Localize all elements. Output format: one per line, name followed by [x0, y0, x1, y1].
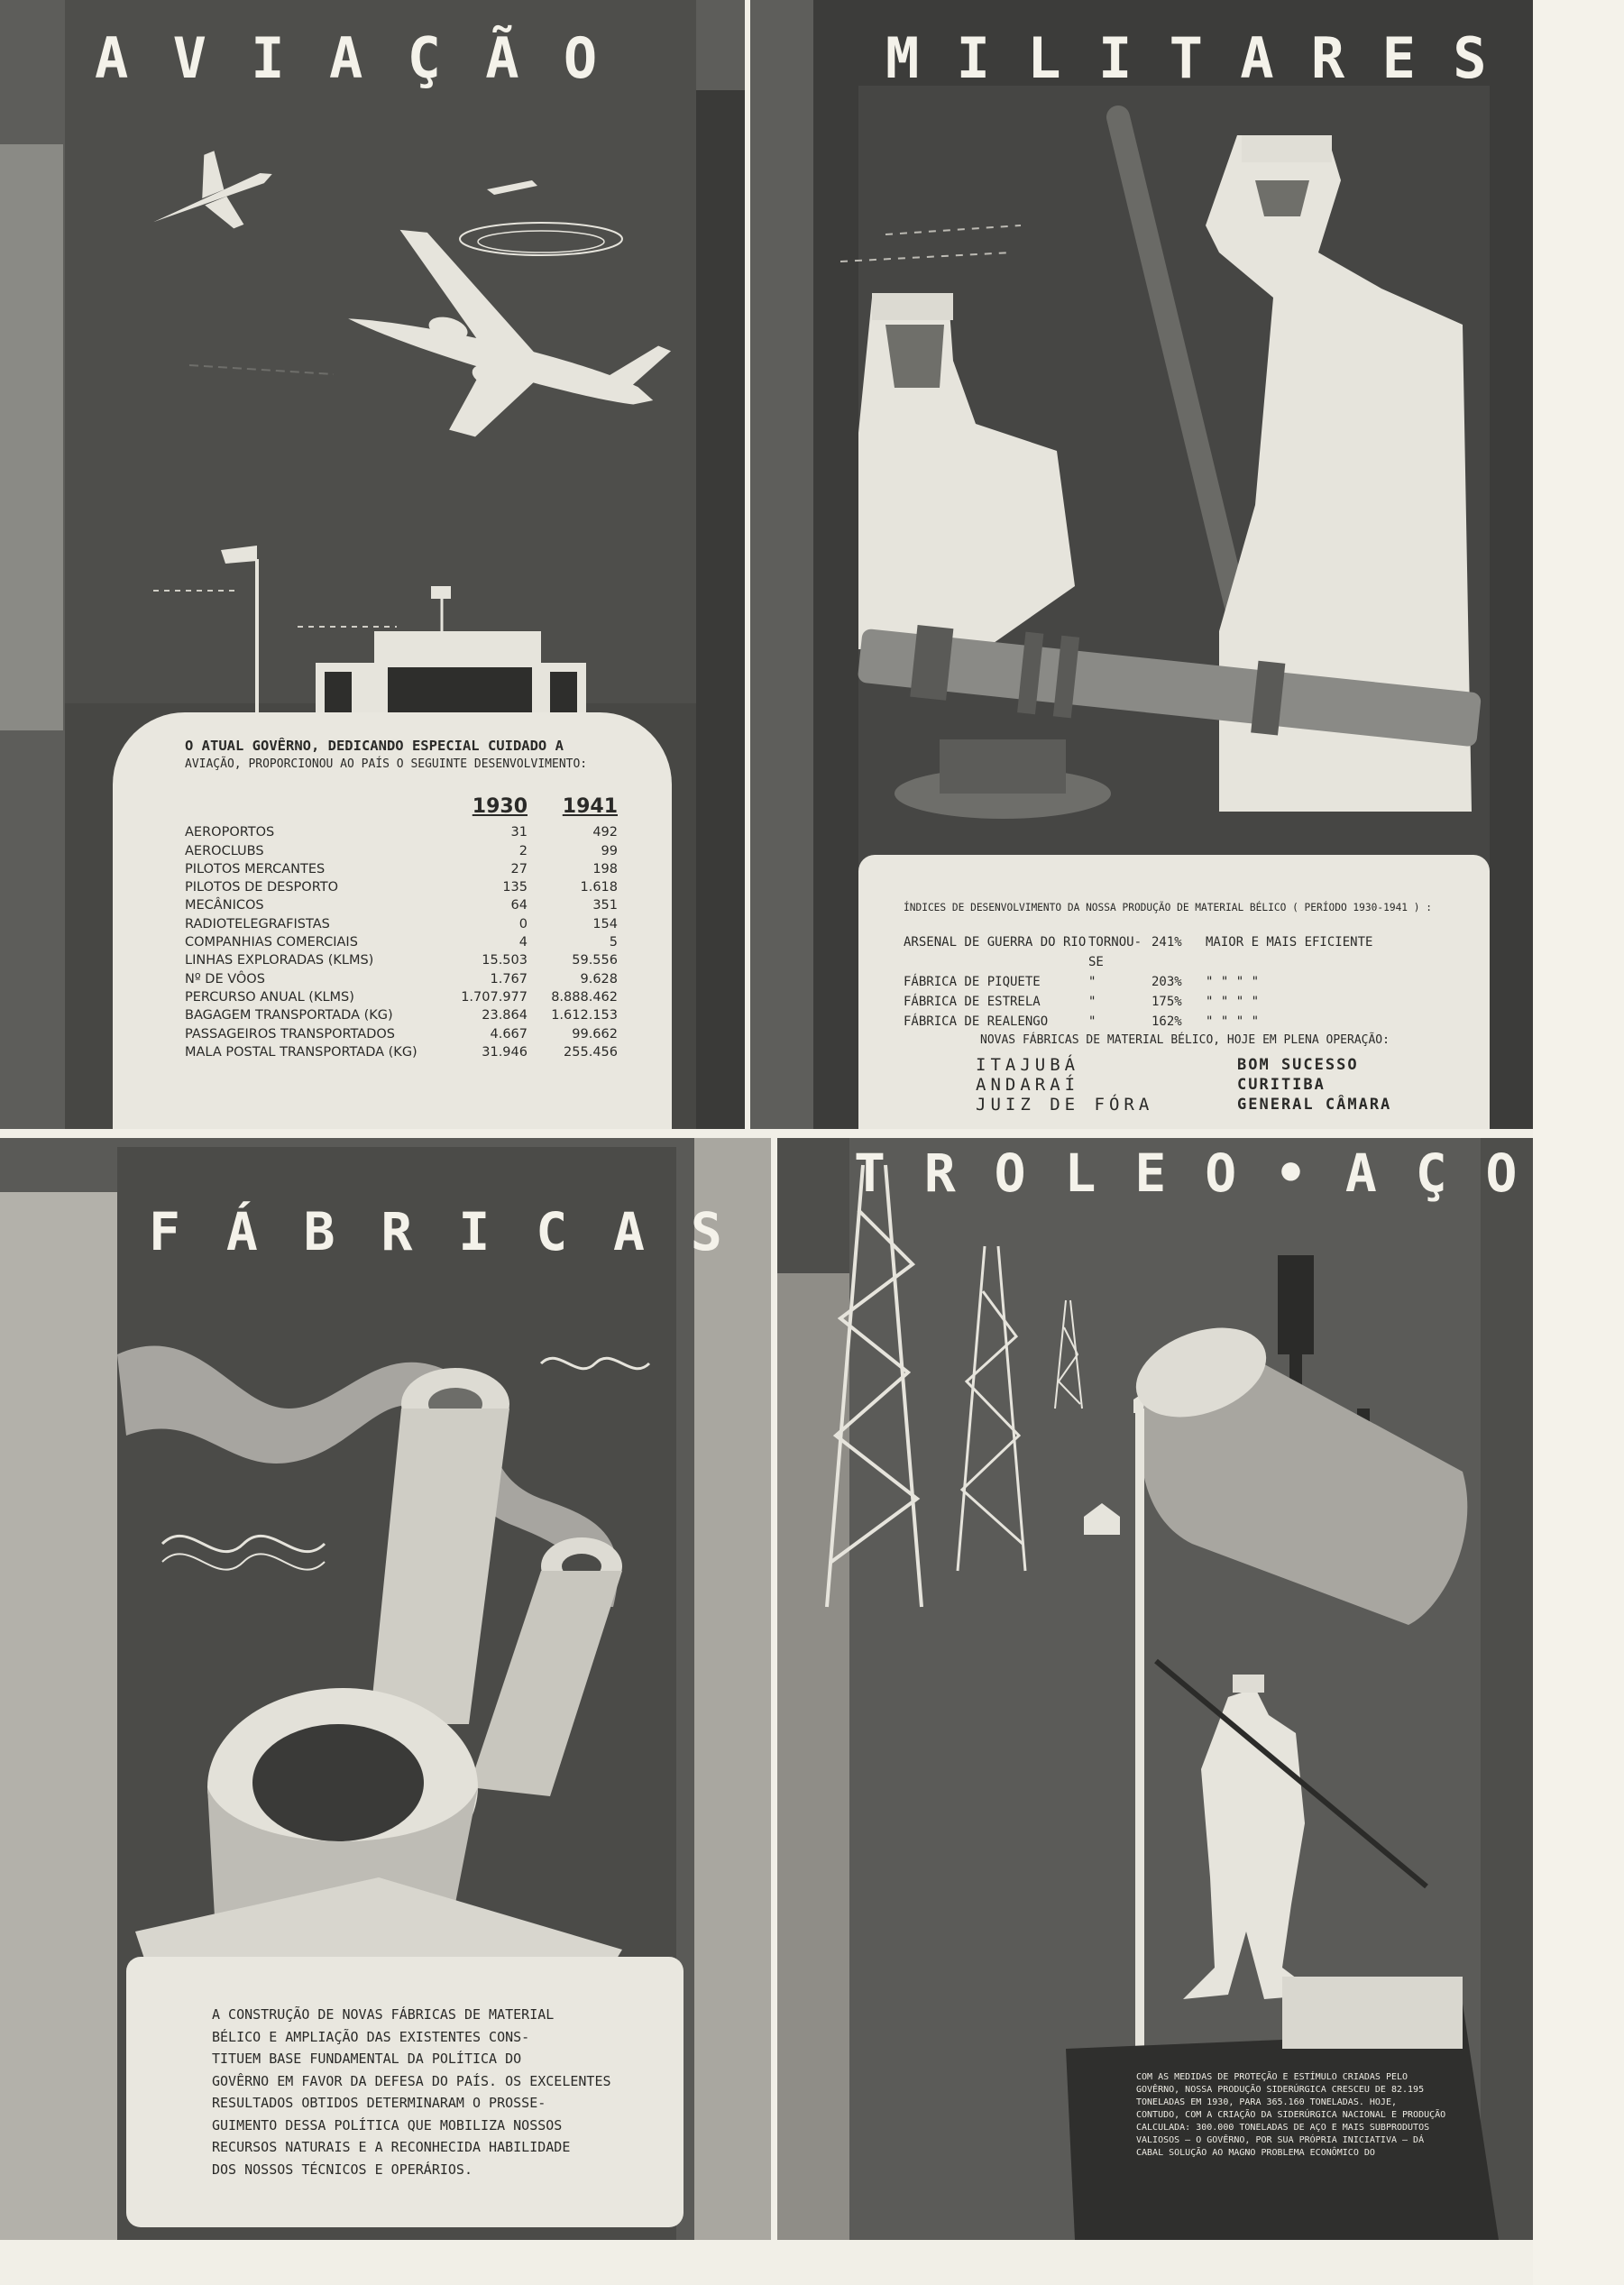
row-label: RADIOTELEGRAFISTAS: [185, 916, 330, 931]
table-row: [904, 932, 1463, 972]
value-1930: 135: [502, 880, 528, 895]
aviacao-table-body: [185, 823, 618, 1061]
row-label: MECÂNICOS: [185, 898, 264, 913]
text-line: GOVÊRNO EM FAVOR DA DEFESA DO PAÍS. OS EXCELENTES: [212, 2072, 611, 2089]
table-row: [185, 860, 618, 878]
aviacao-intro-line1: O ATUAL GOVÊRNO, DEDICANDO ESPECIAL CUIDADO A: [185, 738, 564, 754]
table-row: [185, 842, 618, 860]
aviacao-table-header: [185, 795, 618, 818]
table-row: [185, 896, 618, 914]
description: " " " ": [1206, 1014, 1260, 1029]
value-1941: 9.628: [580, 971, 618, 986]
table-row: [904, 972, 1463, 992]
value-1930: 31: [510, 825, 528, 840]
value-1941: 198: [592, 861, 618, 876]
aviacao-intro-line2: AVIAÇÃO, PROPORCIONOU AO PAÍS O SEGUINTE DESENVOLVIMENTO:: [185, 757, 588, 771]
table-row: [185, 1043, 618, 1061]
table-row: [185, 951, 618, 969]
militares-stats-plaque: [858, 855, 1490, 1129]
value-1930: 2: [518, 843, 528, 858]
militares-photo: [750, 0, 1533, 1129]
verb: TORNOU-SE: [1088, 935, 1142, 969]
fabricas-text-plaque: [126, 1957, 684, 2227]
table-row: [185, 988, 618, 1006]
factories-right-list: [1237, 1055, 1391, 1115]
factory-name: FÁBRICA DE PIQUETE: [904, 975, 1041, 989]
table-row: [185, 878, 618, 896]
table-row: [904, 992, 1463, 1012]
factory-item: ANDARAÍ: [976, 1075, 1080, 1095]
page-margin-right: [1533, 0, 1624, 2285]
column-1941: 1941: [562, 795, 618, 818]
militares-index-heading: ÍNDICES DE DESENVOLVIMENTO DA NOSSA PRODUÇÃO DE MATERIAL BÉLICO ( PERÍODO 1930-1941 ) :: [904, 902, 1432, 913]
value-1930: 0: [518, 916, 528, 931]
fabricas-photo: [0, 1138, 771, 2240]
value-1941: 1.618: [580, 880, 618, 895]
text-line: CALCULADA: 300.000 TONELADAS DE AÇO E MAIS SUBPRODUTOS: [1136, 2123, 1430, 2133]
value-1930: 15.503: [482, 953, 528, 968]
text-line: RECURSOS NATURAIS E A RECONHECIDA HABILIDADE: [212, 2139, 571, 2155]
verb: ": [1088, 975, 1096, 989]
value-1941: 1.612.153: [551, 1008, 618, 1023]
militares-new-factories-heading: NOVAS FÁBRICAS DE MATERIAL BÉLICO, HOJE EM PLENA OPERAÇÃO:: [980, 1033, 1390, 1047]
row-label: PILOTOS MERCANTES: [185, 861, 326, 876]
text-line: CONTUDO, COM A CRIAÇÃO DA SIDERÚRGICA NACIONAL E PRODUÇÃO: [1136, 2110, 1446, 2120]
value-1941: 59.556: [572, 953, 618, 968]
militares-index-table: [904, 932, 1463, 1032]
value-1941: 154: [592, 916, 618, 931]
value-1941: 8.888.462: [551, 989, 618, 1005]
factory-item: BOM SUCESSO: [1237, 1056, 1359, 1074]
verb: ": [1088, 1014, 1096, 1029]
row-label: MALA POSTAL TRANSPORTADA (KG): [185, 1044, 417, 1060]
percent-value: 162%: [1151, 1014, 1182, 1029]
row-label: PILOTOS DE DESPORTO: [185, 880, 338, 895]
value-1930: 27: [510, 861, 528, 876]
militares-title: M I L I T A R E S: [885, 25, 1489, 91]
text-line: TITUEM BASE FUNDAMENTAL DA POLÍTICA DO: [212, 2051, 522, 2067]
percent-value: 175%: [1151, 995, 1182, 1009]
text-line: CABAL SOLUÇÃO AO MAGNO PROBLEMA ECONÔMICO DO: [1136, 2148, 1375, 2158]
factory-name: ARSENAL DE GUERRA DO RIO: [904, 935, 1087, 950]
value-1941: 99: [601, 843, 618, 858]
petroleo-aco-text: [1136, 2071, 1446, 2160]
table-row: [185, 1006, 618, 1024]
table-row: [185, 933, 618, 951]
text-line: TONELADAS EM 1930, PARA 365.160 TONELADAS. HOJE,: [1136, 2097, 1397, 2107]
row-label: BAGAGEM TRANSPORTADA (KG): [185, 1008, 393, 1023]
value-1941: 99.662: [572, 1026, 618, 1042]
value-1930: 4.667: [490, 1026, 528, 1042]
text-line: A CONSTRUÇÃO DE NOVAS FÁBRICAS DE MATERIAL: [212, 2006, 555, 2023]
text-line: BÉLICO E AMPLIAÇÃO DAS EXISTENTES CONS-: [212, 2028, 530, 2045]
value-1941: 351: [592, 898, 618, 913]
value-1930: 1.767: [490, 971, 528, 986]
percent-value: 241%: [1151, 935, 1182, 950]
column-1930: 1930: [472, 795, 528, 818]
description: " " " ": [1206, 995, 1260, 1009]
text-line: GOVÊRNO, NOSSA PRODUÇÃO SIDERÚRGICA CRESCEU DE 82.195: [1136, 2085, 1425, 2095]
factory-item: GENERAL CÂMARA: [1237, 1096, 1392, 1114]
row-label: Nº DE VÔOS: [185, 971, 265, 986]
value-1930: 64: [510, 898, 528, 913]
row-label: PERCURSO ANUAL (KLMS): [185, 989, 354, 1005]
text-line: VALIOSOS — O GOVÊRNO, POR SUA PRÓPRIA INICIATIVA — DÁ: [1136, 2135, 1425, 2145]
row-label: PASSAGEIROS TRANSPORTADOS: [185, 1026, 395, 1042]
value-1930: 23.864: [482, 1008, 528, 1023]
value-1930: 31.946: [482, 1044, 528, 1060]
factory-name: FÁBRICA DE ESTRELA: [904, 995, 1041, 1009]
description: MAIOR E MAIS EFICIENTE: [1206, 935, 1373, 950]
factory-name: FÁBRICA DE REALENGO: [904, 1014, 1049, 1029]
factory-item: ITAJUBÁ: [976, 1055, 1080, 1075]
text-line: GUIMENTO DESSA POLÍTICA QUE MOBILIZA NOSSOS: [212, 2116, 563, 2134]
fabricas-text: [212, 2004, 611, 2180]
row-label: AEROCLUBS: [185, 843, 264, 858]
fabricas-title: F Á B R I C A S: [149, 1201, 729, 1262]
aviacao-stats-plaque: [113, 712, 672, 1129]
text-line: COM AS MEDIDAS DE PROTEÇÃO E ESTÍMULO CRIADAS PELO: [1136, 2072, 1408, 2082]
description: " " " ": [1206, 975, 1260, 989]
text-line: RESULTADOS OBTIDOS DETERMINARAM O PROSSE-: [212, 2095, 546, 2111]
table-row: [185, 1025, 618, 1043]
factory-item: CURITIBA: [1237, 1076, 1326, 1094]
row-label: LINHAS EXPLORADAS (KLMS): [185, 953, 374, 968]
aviacao-stats-table: [185, 795, 618, 1061]
value-1930: 1.707.977: [461, 989, 528, 1005]
text-line: DOS NOSSOS TÉCNICOS E OPERÁRIOS.: [212, 2161, 473, 2178]
table-row: [185, 915, 618, 933]
row-label: AEROPORTOS: [185, 825, 275, 840]
value-1930: 4: [518, 935, 528, 950]
verb: ": [1088, 995, 1096, 1009]
factory-item: JUIZ DE FÓRA: [976, 1095, 1154, 1115]
petroleo-aco-photo: [777, 1138, 1533, 2240]
value-1941: 5: [609, 935, 618, 950]
petroleo-aco-title: T R O L E O • A Ç O: [854, 1142, 1521, 1204]
factories-left-list: [976, 1055, 1153, 1115]
value-1941: 492: [592, 825, 618, 840]
percent-value: 203%: [1151, 975, 1182, 989]
value-1941: 255.456: [564, 1044, 618, 1060]
table-row: [185, 823, 618, 841]
aviacao-photo: [0, 0, 745, 1129]
table-row: [904, 1012, 1463, 1032]
aviacao-title: A V I A Ç Ã O: [95, 25, 603, 91]
row-label: COMPANHIAS COMERCIAIS: [185, 935, 358, 950]
table-row: [185, 970, 618, 988]
